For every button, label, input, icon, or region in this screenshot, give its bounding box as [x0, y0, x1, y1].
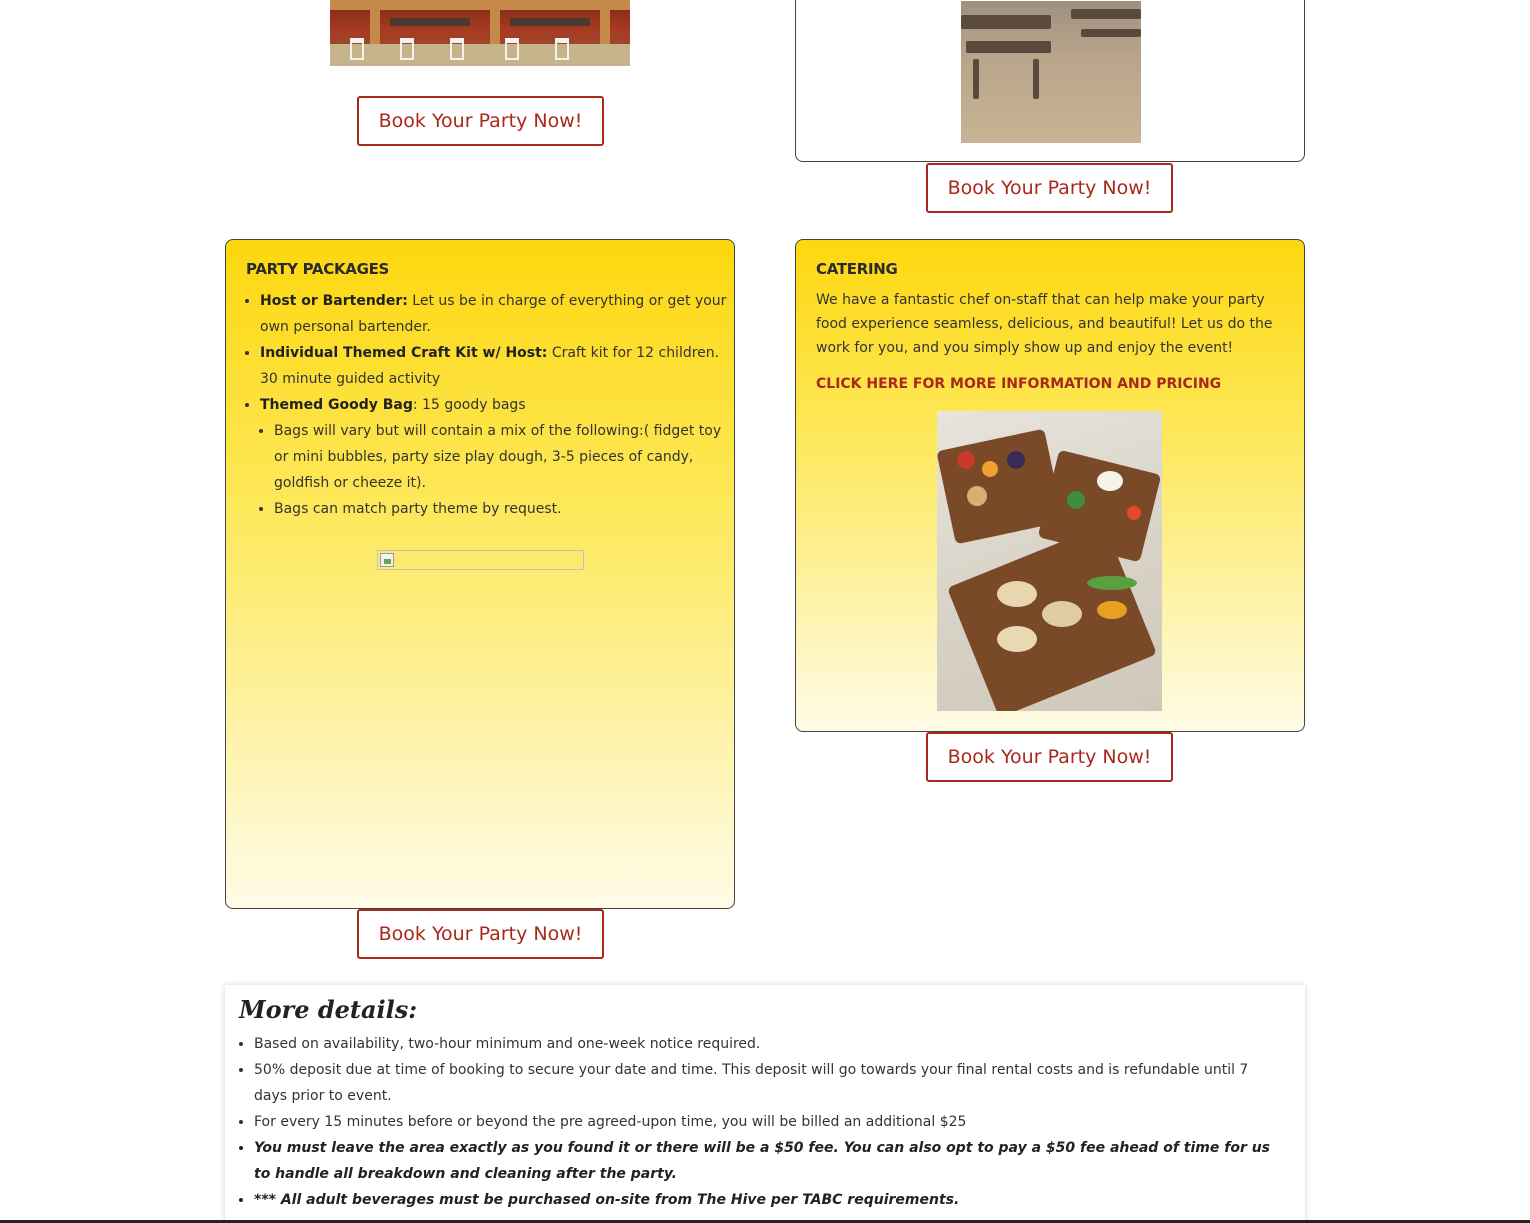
list-item: • You must leave the area exactly as you found it or there will be a $50 fee. You can also opt to pay a $50 fee ahead of time for us to handle all breakdown and cleaning after the party. — [254, 1135, 1284, 1187]
more-details-section — [225, 985, 1305, 1223]
book-party-button-4[interactable]: Book Your Party Now! — [926, 732, 1173, 782]
catering-info-link[interactable]: CLICK HERE FOR MORE INFORMATION AND PRICING — [816, 376, 1222, 392]
list-item: • Based on availability, two-hour minimum and one-week notice required. — [254, 1031, 1284, 1057]
list-item: • Individual Themed Craft Kit w/ Host: Craft kit for 12 children. 30 minute guided activity — [260, 340, 730, 392]
picnic-card — [795, 0, 1305, 162]
list-item: • Bags can match party theme by request. — [274, 496, 730, 522]
broken-image — [377, 550, 584, 570]
bar-patio-photo — [330, 0, 630, 66]
list-item: • Bags will vary but will contain a mix of the following:( fidget toy or mini bubbles, party size play dough, 3-5 pieces of candy, goldfish or cheeze it). — [274, 418, 730, 496]
party-packages-card — [225, 239, 735, 909]
book-party-button-2[interactable]: Book Your Party Now! — [926, 163, 1173, 213]
list-item: • Themed Goody Bag: 15 goody bags • Bags will vary but will contain a mix of the following:( fidget toy or mini bubbles, party size play dough, 3-5 pieces of candy, goldfish or cheeze it). • Bags can match party theme by request. — [260, 392, 730, 522]
book-party-button-1[interactable]: Book Your Party Now! — [357, 96, 604, 146]
list-item: • For every 15 minutes before or beyond the pre agreed-upon time, you will be billed an additional $25 — [254, 1109, 1284, 1135]
list-item: • *** All adult beverages must be purchased on-site from The Hive per TABC requirements. — [254, 1187, 1284, 1213]
party-packages-title: PARTY PACKAGES — [246, 260, 390, 278]
list-item: • 50% deposit due at time of booking to secure your date and time. This deposit will go towards your final rental costs and is refundable until 7 days prior to event. — [254, 1057, 1284, 1109]
party-packages-list — [260, 288, 730, 522]
book-party-button-3[interactable]: Book Your Party Now! — [357, 909, 604, 959]
broken-image-icon — [380, 553, 394, 567]
catering-title: CATERING — [816, 260, 898, 278]
catering-card — [795, 239, 1305, 732]
more-details-list — [254, 1031, 1284, 1213]
catering-description: We have a fantastic chef on-staff that can help make your party food experience seamless, delicious, and beautiful! Let us do the work for you, and you simply show up and enjoy the event! — [816, 292, 1273, 356]
catering-food-photo — [937, 411, 1162, 711]
list-item: • Host or Bartender: Let us be in charge of everything or get your own personal bartender. — [260, 288, 730, 340]
more-details-title: More details: — [239, 995, 418, 1024]
picnic-tables-photo — [961, 1, 1141, 143]
